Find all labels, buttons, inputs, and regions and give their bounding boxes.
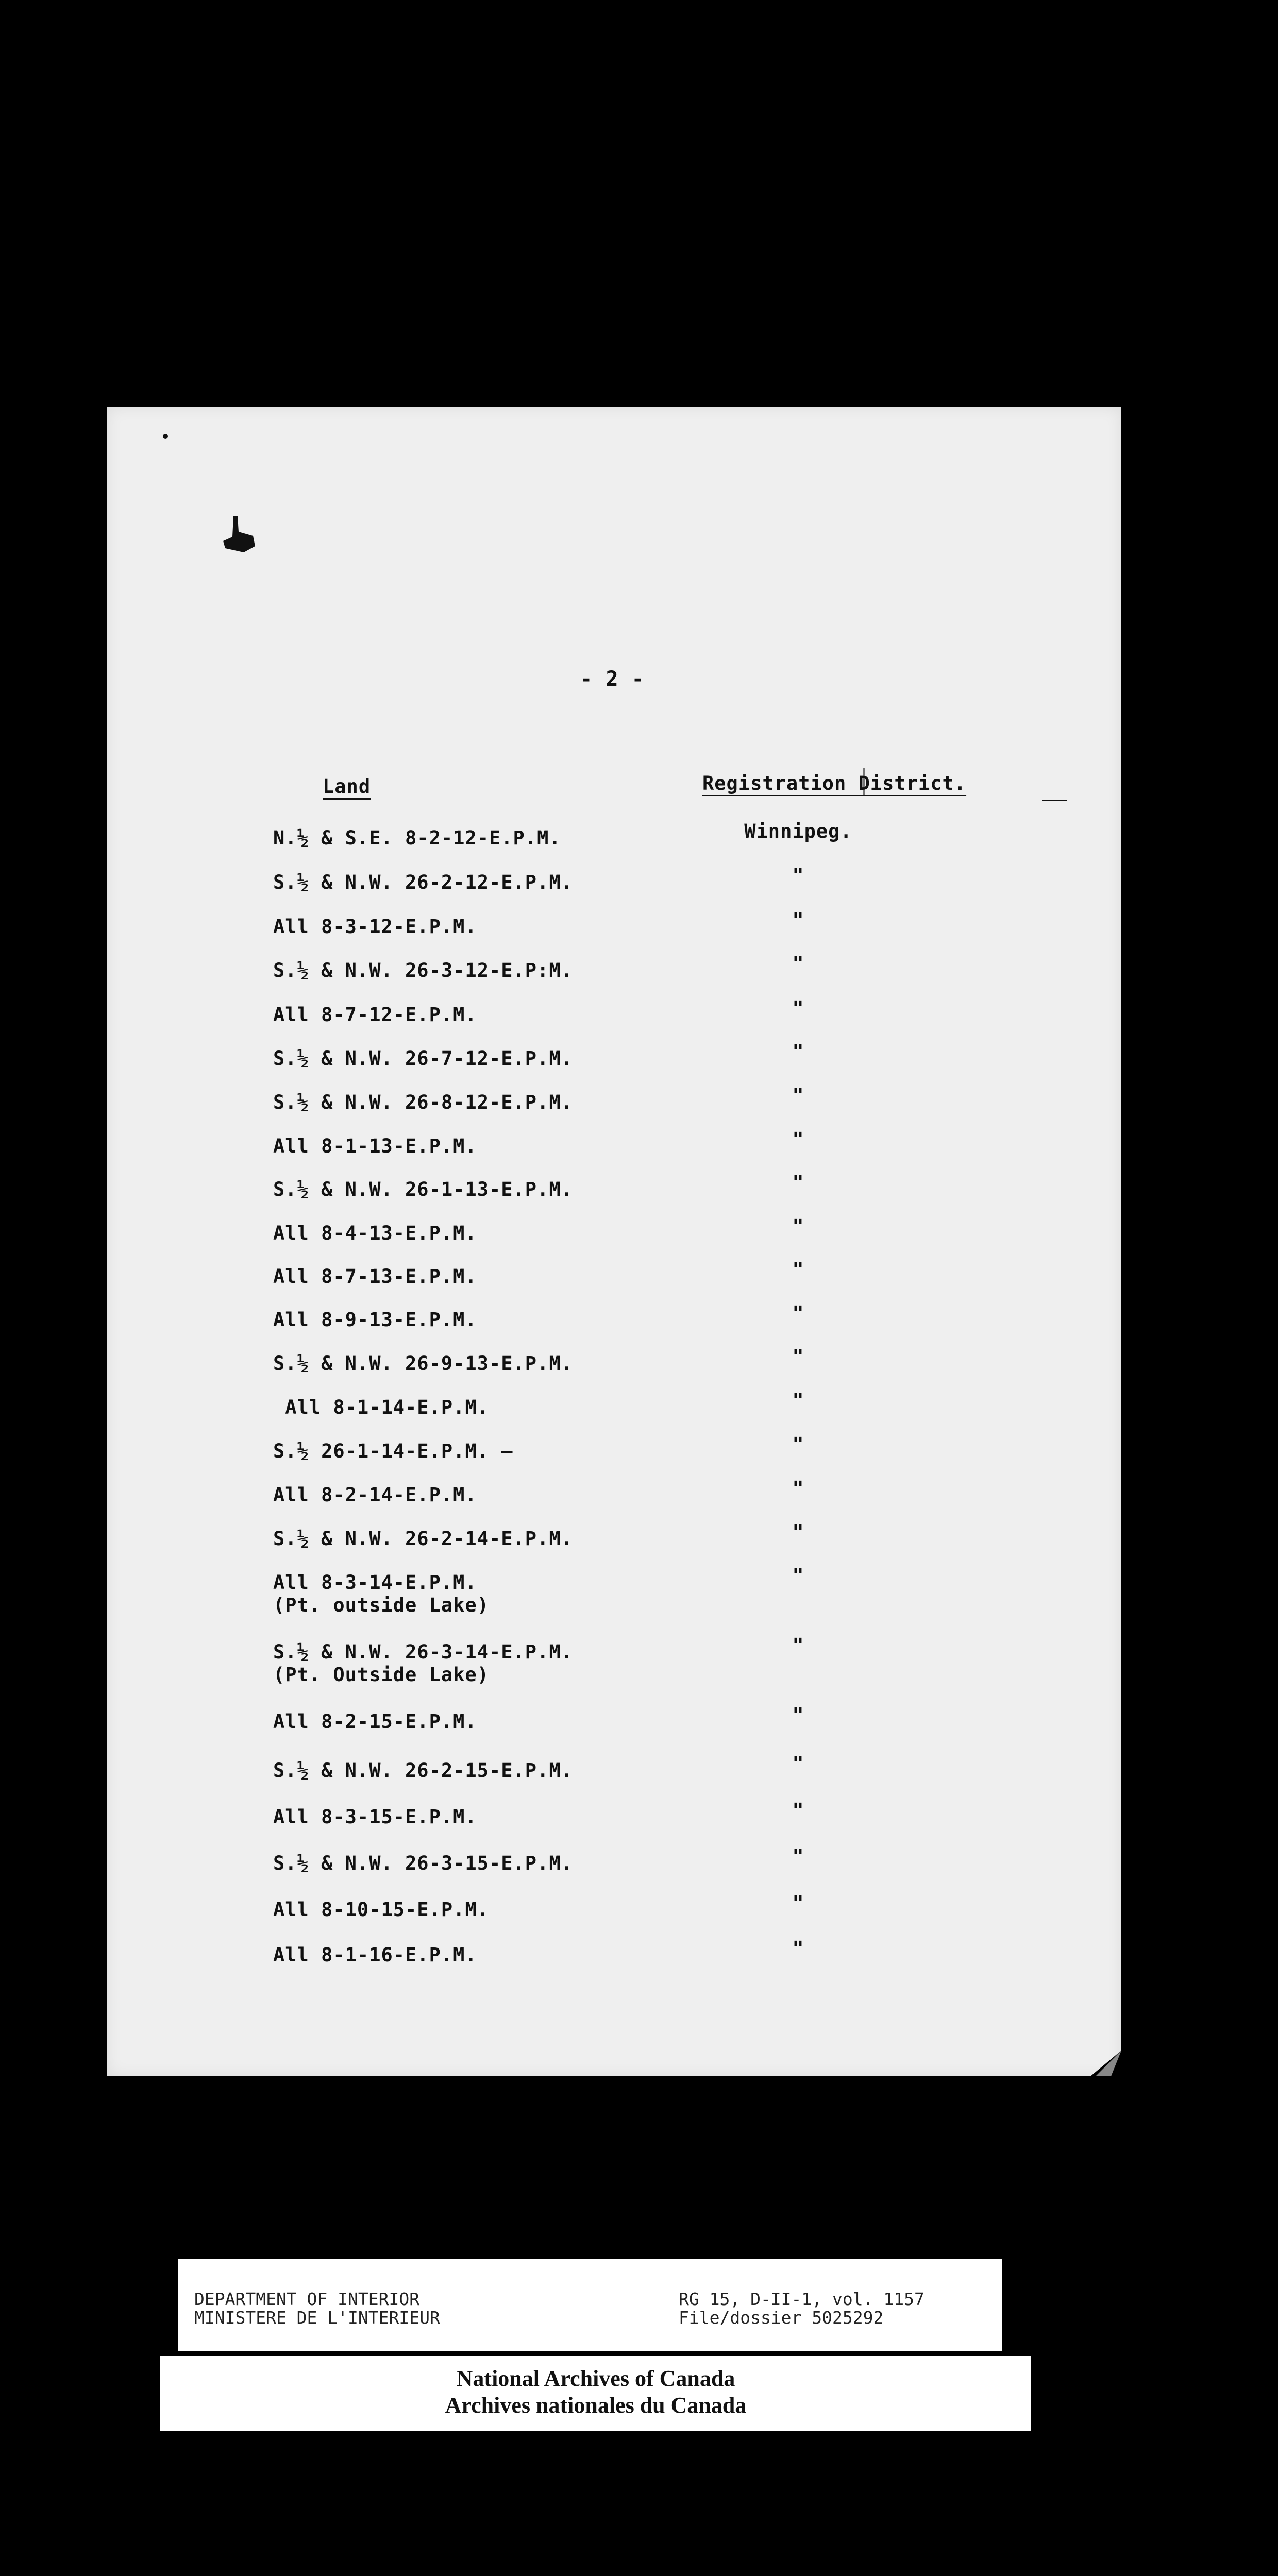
land-description: All 8-3-12-E.P.M. (273, 916, 477, 938)
land-description: All 8-1-16-E.P.M. (273, 1944, 477, 1966)
registration-district: " (792, 1753, 804, 1775)
land-description: S.½ & N.W. 26-2-15-E.P.M. (273, 1759, 573, 1782)
registration-district: " (792, 1845, 804, 1868)
land-description: All 8-9-13-E.P.M. (273, 1309, 477, 1331)
registration-district: " (792, 909, 804, 931)
registration-district: " (792, 1937, 804, 1959)
registration-district: Winnipeg. (744, 820, 852, 842)
reference-line-2: File/dossier 5025292 (679, 2308, 884, 2328)
land-description: All 8-2-15-E.P.M. (273, 1710, 477, 1733)
registration-district: " (792, 1389, 804, 1412)
registration-district: " (792, 1892, 804, 1914)
land-description: N.½ & S.E. 8-2-12-E.P.M. (273, 827, 561, 849)
land-description: All 8-3-14-E.P.M. (Pt. outside Lake) (273, 1571, 489, 1617)
land-description: All 8-1-14-E.P.M. (273, 1396, 489, 1418)
land-description: S.½ 26-1-14-E.P.M. — (273, 1440, 513, 1462)
registration-district: " (792, 1215, 804, 1238)
document-page (107, 407, 1121, 2076)
land-description: All 8-7-13-E.P.M. (273, 1265, 477, 1287)
dept-line-1: DEPARTMENT OF INTERIOR (194, 2289, 420, 2309)
archives-name-english: National Archives of Canada (456, 2366, 735, 2391)
reference-line-1: RG 15, D-II-1, vol. 1157 (679, 2289, 924, 2309)
land-description: S.½ & N.W. 26-1-13-E.P.M. (273, 1178, 573, 1200)
ink-smudge (223, 516, 256, 552)
land-description: All 8-1-13-E.P.M. (273, 1135, 477, 1157)
land-description: S.½ & N.W. 26-2-14-E.P.M. (273, 1528, 573, 1550)
land-description: S.½ & N.W. 26-3-14-E.P.M. (Pt. Outside Lake) (273, 1641, 573, 1686)
land-description: All 8-7-12-E.P.M. (273, 1004, 477, 1026)
registration-district: " (792, 1799, 804, 1821)
registration-district: " (792, 1128, 804, 1150)
land-description: S.½ & N.W. 26-3-15-E.P.M. (273, 1852, 573, 1874)
dept-line-2: MINISTERE DE L'INTERIEUR (194, 2308, 440, 2328)
registration-district: " (792, 865, 804, 887)
registration-district: " (792, 1346, 804, 1368)
ink-dot (163, 434, 168, 439)
land-description: All 8-4-13-E.P.M. (273, 1222, 477, 1244)
registration-district: " (792, 1521, 804, 1543)
registration-district: " (792, 953, 804, 975)
land-description: S.½ & N.W. 26-8-12-E.P.M. (273, 1091, 573, 1113)
land-description: All 8-3-15-E.P.M. (273, 1806, 477, 1828)
department-label (178, 2259, 1002, 2351)
registration-district: " (792, 1433, 804, 1455)
registration-district: " (792, 1172, 804, 1194)
registration-district: " (792, 1259, 804, 1281)
archives-label (160, 2356, 1031, 2431)
registration-district: " (792, 1084, 804, 1107)
archives-name-french: Archives nationales du Canada (445, 2393, 747, 2418)
header-underline (1042, 800, 1067, 801)
page-number: - 2 - (580, 667, 645, 691)
land-description: S.½ & N.W. 26-3-12-E.P:M. (273, 959, 573, 981)
land-description: S.½ & N.W. 26-9-13-E.P.M. (273, 1352, 573, 1375)
land-description: All 8-10-15-E.P.M. (273, 1899, 489, 1921)
registration-district: " (792, 1704, 804, 1726)
registration-district: " (792, 1477, 804, 1499)
column-header-registration-district: Registration District. (702, 772, 967, 794)
land-description: S.½ & N.W. 26-2-12-E.P.M. (273, 871, 573, 893)
registration-district: " (792, 1302, 804, 1324)
registration-district: " (792, 1634, 804, 1656)
registration-district: " (792, 1041, 804, 1063)
land-description: All 8-2-14-E.P.M. (273, 1484, 477, 1506)
column-header-land: Land (323, 775, 371, 798)
land-description: S.½ & N.W. 26-7-12-E.P.M. (273, 1047, 573, 1070)
registration-district: " (792, 1565, 804, 1587)
corner-fold (1090, 2050, 1121, 2076)
registration-district: " (792, 997, 804, 1019)
